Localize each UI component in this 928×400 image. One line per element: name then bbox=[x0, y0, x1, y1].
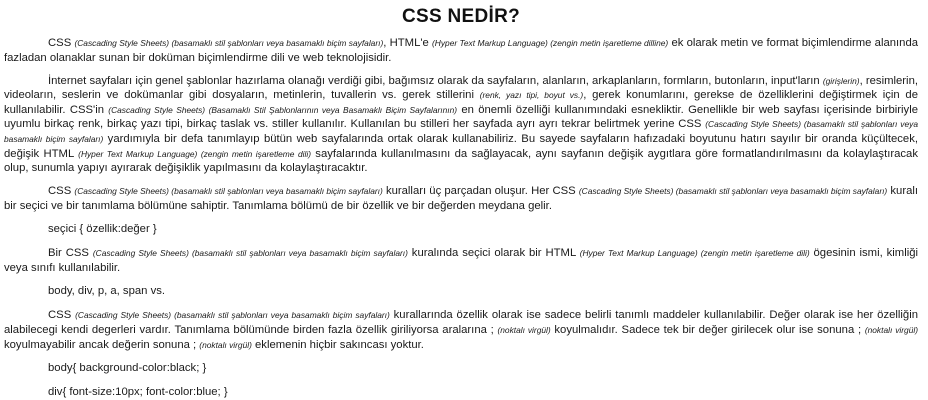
properties-paragraph: CSS (Cascading Style Sheets) (basamaklı stil şablonları veya basamaklı biçim sayfaları) kurallarında özellik olarak ise sadece belirli tanımlı maddeler kullanılabilir. Değer olarak ise her özelliğin alabilecegi kendi degerleri vardır. Tanımlama bölümünde birden fazla özellik giriliyorsa aralarına ; (noktalı virgül) koyulmalıdır. Sadece tek bir değer girilecek olur ise sonuna ; (noktalı virgül) koyulmayabilir ancak değerin sonuna ; (noktalı virgül) eklemenin hiçbir sakıncası yoktur. bbox=[4, 309, 919, 351]
code-example: body{ background-color:black; } bbox=[48, 361, 207, 374]
syntax-line: seçici { özellik:değer } bbox=[48, 222, 157, 235]
code-example: div{ font-size:10px; font-color:blue; } bbox=[48, 386, 228, 399]
selector-example: body, div, p, a, span vs. bbox=[48, 284, 166, 297]
selector-paragraph: Bir CSS (Cascading Style Sheets) (basamaklı stil şablonları veya basamaklı biçim sayfaları) kuralında seçici olarak bir HTML (Hyper Text Markup Language) (zengin metin işaretleme dili) ögesinin ismi, kimliği veya sınıfı kullanılabilir. bbox=[4, 247, 919, 274]
rules-paragraph: CSS (Cascading Style Sheets) (basamaklı stil şablonları veya basamaklı biçim sayfaları) kuralları üç parçadan oluşur. Her CSS (Cascading Style Sheets) (basamaklı stil şablonları veya basamaklı biçim sayfaları) kuralı bir seçici ve bir tanımlama bölümüne sahiptir. Tanımlama bölümü de bir özellik ve bir değerden meydana gelir. bbox=[4, 185, 919, 212]
intro-paragraph: CSS (Cascading Style Sheets) (basamaklı stil şablonları veya basamaklı biçim sayfaları), HTML'e (Hyper Text Markup Language) (zengin metin işaretleme dilline) ek olarak metin ve format biçimlendirme alanında fazladan olanaklar sunan bir doküman biçimlendirme dili ve web teknolojisidir. bbox=[4, 37, 919, 64]
page-title: CSS NEDİR? bbox=[401, 6, 521, 27]
usage-paragraph: İnternet sayfaları için genel şablonlar hazırlama olanağı verdiği gibi, bağımsız olarak da sayfaların, alanların, arkaplanların, formların, butonların, input'ların (girişlerin), resimlerin, videoların, seslerin ve dokümanlar gibi dosyaların, metinlerin, tuvallerin vs. gerek stillerini (renk, yazı tipi, boyut vs.), gerek konumlarını, gerekse de özelliklerini değiştirmek için de kullanılabilir. CSS'in (Cascading Style Sheets) (Basamaklı Stil Şablonlarının veya Basamaklı Biçim Sayfalarının) en önemli özelliği kullanımındaki esnekliktir. Genellikle bir web sayfası içerisinde birbiriyle uyumlu birkaç renk, birkaç yazı tipi, birkaç taslak vs. stiller kullanılır. Kullanılan bu stilleri her sayfada ayrı ayrı tekrar belirtmek yerine CSS (Cascading Style Sheets) (basamaklı stil şablonları veya basamaklı biçim sayfaları) yardımıyla bir defa tanımlayıp bütün web sayfalarında ortak olarak kullanabiliriz. Bu sayede sayfaların hafızadaki boyutunu hatırı sayılır bir oranda küçültecek, değişik HTML (Hyper Text Markup Language) (zengin metin işaretleme dili) sayfalarında kullanılmasını da sağlayacak, aynı sayfanın değişik aygıtlara göre formatlandırılmasını da kolaylaştıracak olup, sunumla yapıyı ayırarak değişiklik yapılmasını da kolaylaştıracaktır. bbox=[4, 74, 918, 175]
